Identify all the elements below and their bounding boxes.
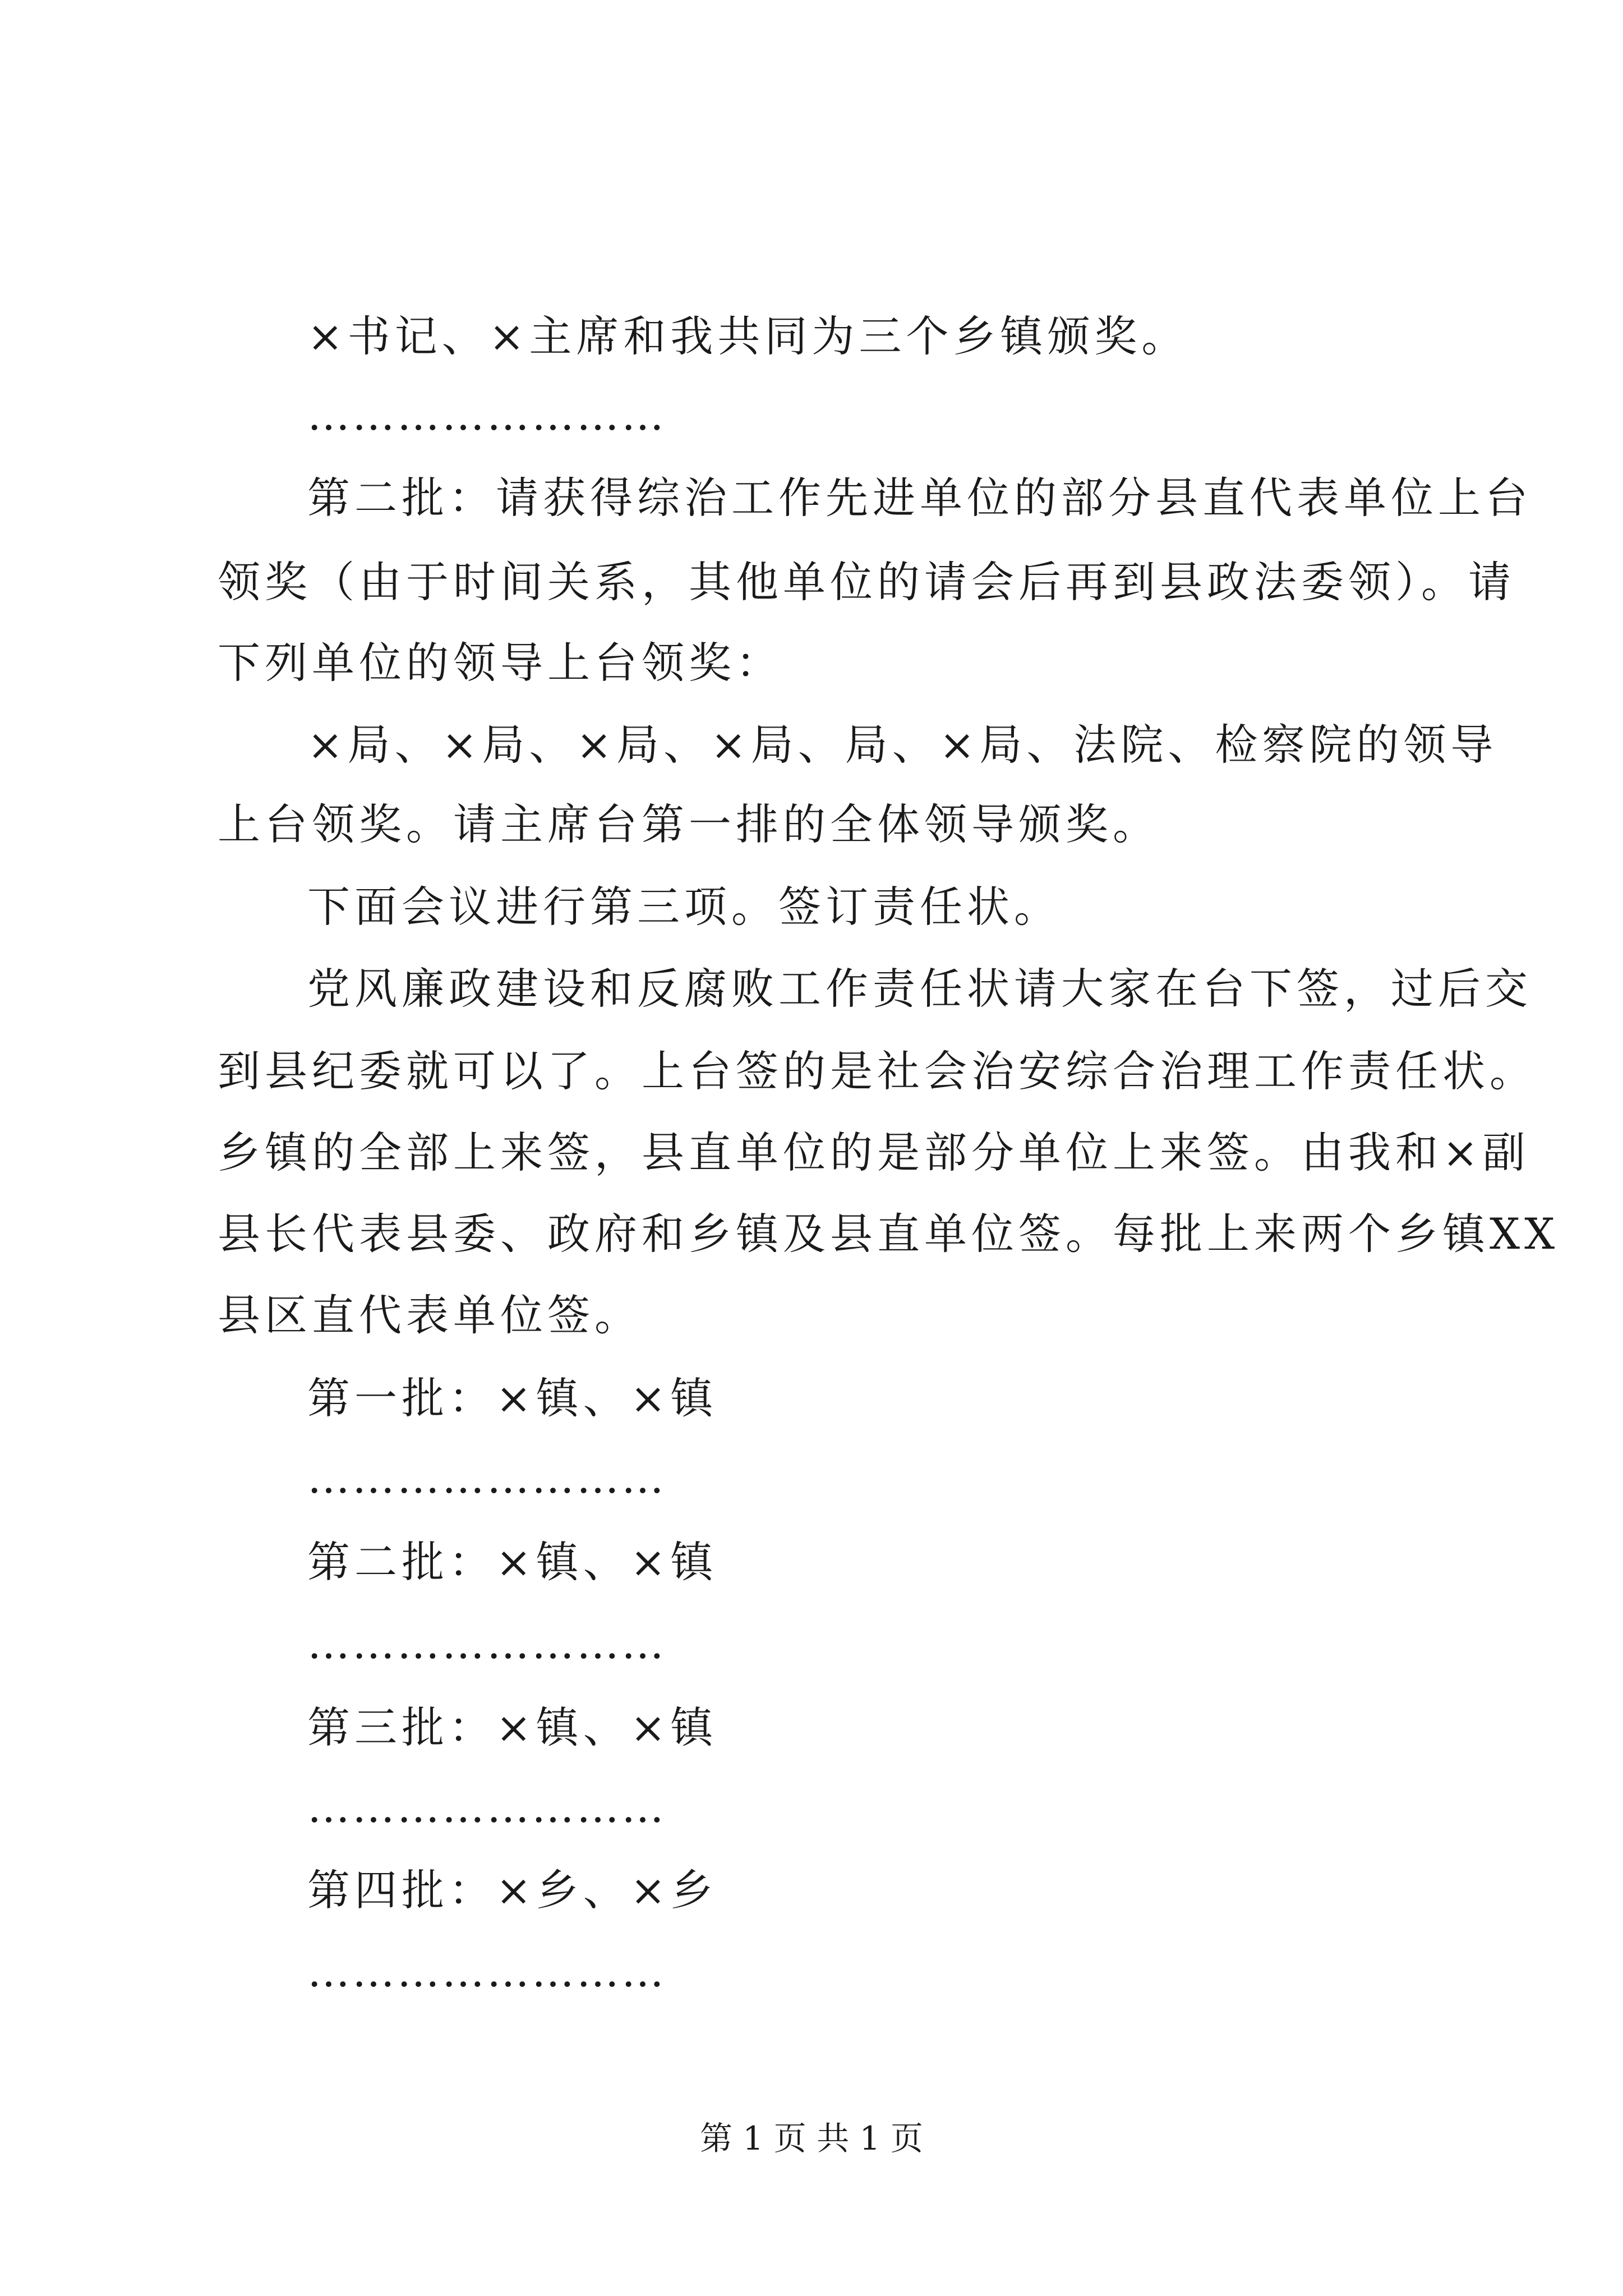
paragraph-bureau-list: ×局、×局、×局、×局、局、×局、法院、检察院的领导 [307,720,1498,770]
paragraph-second-batch: 第二批：请获得综治工作先进单位的部分县直代表单位上台 [307,473,1532,523]
paragraph-responsibility-cont: 县长代表县委、政府和乡镇及县直单位签。每批上来两个乡镇XX [218,1209,1560,1259]
page-number-footer: 第 1 页 共 1 页 [700,2119,923,2157]
paragraph-second-batch-cont: 领奖（由于时间关系，其他单位的请会后再到县政法委领）。请 [218,557,1515,607]
paragraph-responsibility-cont: 县区直代表单位签。 [218,1290,642,1340]
paragraph-award-presenters: ×书记、×主席和我共同为三个乡镇颁奖。 [307,311,1189,361]
batch-two: 第二批：×镇、×镇 [307,1537,718,1587]
ellipsis-line: …………………… [307,1618,666,1668]
ellipsis-line: …………………… [307,390,666,440]
ellipsis-line: …………………… [307,1782,666,1832]
ellipsis-line: …………………… [307,1453,666,1503]
paragraph-responsibility-cont: 乡镇的全部上来签，县直单位的是部分单位上来签。由我和×副 [218,1128,1530,1177]
batch-four: 第四批：×乡、×乡 [307,1865,718,1915]
ellipsis-line: …………………… [307,1947,666,1996]
batch-one: 第一批：×镇、×镇 [307,1373,718,1423]
paragraph-responsibility: 党风廉政建设和反腐败工作责任状请大家在台下签，过后交 [307,964,1532,1014]
paragraph-third-item: 下面会议进行第三项。签订责任状。 [307,882,1061,932]
paragraph-bureau-list-cont: 上台领奖。请主席台第一排的全体领导颁奖。 [218,799,1160,849]
paragraph-second-batch-cont: 下列单位的领导上台领奖： [218,638,783,688]
paragraph-responsibility-cont: 到县纪委就可以了。上台签的是社会治安综合治理工作责任状。 [218,1046,1537,1096]
batch-three: 第三批：×镇、×镇 [307,1703,718,1752]
